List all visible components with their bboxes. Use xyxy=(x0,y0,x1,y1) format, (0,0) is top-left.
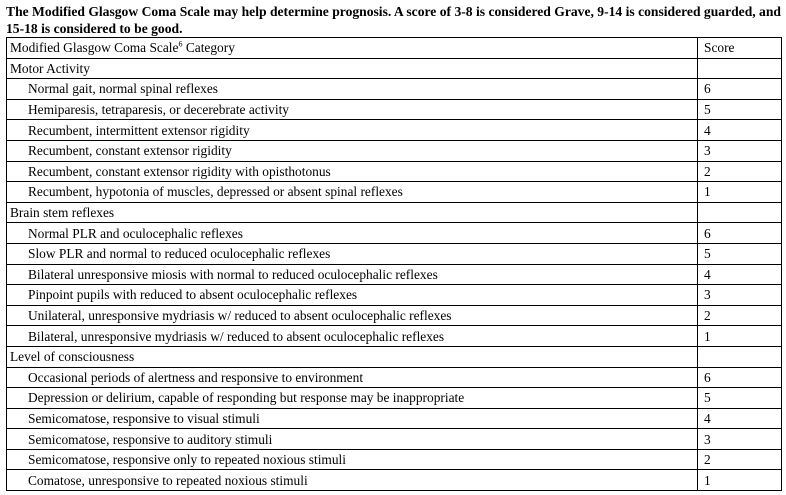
section-score-cell xyxy=(698,346,782,367)
section-score-cell xyxy=(698,202,782,223)
criterion-label: Unilateral, unresponsive mydriasis w/ reduced to absent oculocephalic reflexes xyxy=(7,305,698,326)
criterion-score: 2 xyxy=(698,449,782,470)
table-row xyxy=(7,388,782,409)
criterion-label: Recumbent, hypotonia of muscles, depressed or absent spinal reflexes xyxy=(7,182,698,203)
criterion-label: Semicomatose, responsive only to repeated noxious stimuli xyxy=(7,449,698,470)
criterion-score: 2 xyxy=(698,161,782,182)
criterion-label: Recumbent, intermittent extensor rigidity xyxy=(7,120,698,141)
footnote-marker: 6 xyxy=(178,39,183,49)
criterion-label: Semicomatose, responsive to auditory stimuli xyxy=(7,429,698,450)
criterion-score: 1 xyxy=(698,326,782,347)
criterion-score: 1 xyxy=(698,182,782,203)
criterion-score: 2 xyxy=(698,305,782,326)
table-row xyxy=(7,429,782,450)
section-header-row xyxy=(7,202,782,223)
criterion-score: 1 xyxy=(698,470,782,491)
criterion-label: Bilateral unresponsive miosis with normal to reduced oculocephalic reflexes xyxy=(7,264,698,285)
table-header-row xyxy=(7,38,782,59)
table-row xyxy=(7,305,782,326)
table-row xyxy=(7,182,782,203)
table-row xyxy=(7,285,782,306)
criterion-score: 5 xyxy=(698,388,782,409)
table-row xyxy=(7,449,782,470)
criterion-label: Normal gait, normal spinal reflexes xyxy=(7,79,698,100)
glasgow-coma-scale-table xyxy=(6,37,782,491)
section-title: Level of consciousness xyxy=(7,346,698,367)
score-column-header: Score xyxy=(698,38,782,59)
criterion-label: Recumbent, constant extensor rigidity with opisthotonus xyxy=(7,161,698,182)
table-row xyxy=(7,470,782,491)
criterion-label: Slow PLR and normal to reduced oculocephalic reflexes xyxy=(7,243,698,264)
section-score-cell xyxy=(698,58,782,79)
intro-text: The Modified Glasgow Coma Scale may help determine prognosis. A score of 3-8 is considered Grave, 9-14 is considered guarded, and 15-18 is considered to be good. xyxy=(6,4,781,36)
category-column-header xyxy=(7,38,698,59)
section-header-row xyxy=(7,58,782,79)
criterion-score: 3 xyxy=(698,140,782,161)
table-row xyxy=(7,223,782,244)
criterion-label: Bilateral, unresponsive mydriasis w/ reduced to absent oculocephalic reflexes xyxy=(7,326,698,347)
criterion-label: Recumbent, constant extensor rigidity xyxy=(7,140,698,161)
table-row xyxy=(7,161,782,182)
criterion-label: Normal PLR and oculocephalic reflexes xyxy=(7,223,698,244)
table-row xyxy=(7,99,782,120)
criterion-label: Pinpoint pupils with reduced to absent oculocephalic reflexes xyxy=(7,285,698,306)
table-row xyxy=(7,79,782,100)
table-row xyxy=(7,140,782,161)
section-title: Motor Activity xyxy=(7,58,698,79)
table-body xyxy=(7,58,782,490)
criterion-score: 6 xyxy=(698,367,782,388)
criterion-label: Depression or delirium, capable of responding but response may be inappropriate xyxy=(7,388,698,409)
table-row xyxy=(7,243,782,264)
criterion-score: 4 xyxy=(698,264,782,285)
category-header-suffix: Category xyxy=(182,40,235,56)
criterion-score: 4 xyxy=(698,408,782,429)
criterion-score: 3 xyxy=(698,429,782,450)
table-row xyxy=(7,264,782,285)
table-row xyxy=(7,367,782,388)
criterion-score: 4 xyxy=(698,120,782,141)
criterion-score: 6 xyxy=(698,79,782,100)
section-header-row xyxy=(7,346,782,367)
criterion-score: 5 xyxy=(698,99,782,120)
criterion-label: Semicomatose, responsive to visual stimuli xyxy=(7,408,698,429)
criterion-score: 6 xyxy=(698,223,782,244)
criterion-label: Occasional periods of alertness and responsive to environment xyxy=(7,367,698,388)
section-title: Brain stem reflexes xyxy=(7,202,698,223)
criterion-label: Comatose, unresponsive to repeated noxious stimuli xyxy=(7,470,698,491)
table-row xyxy=(7,120,782,141)
criterion-score: 5 xyxy=(698,243,782,264)
table-row xyxy=(7,408,782,429)
criterion-score: 3 xyxy=(698,285,782,306)
table-row xyxy=(7,326,782,347)
category-header-label: Modified Glasgow Coma Scale xyxy=(10,40,179,56)
criterion-label: Hemiparesis, tetraparesis, or decerebrate activity xyxy=(7,99,698,120)
